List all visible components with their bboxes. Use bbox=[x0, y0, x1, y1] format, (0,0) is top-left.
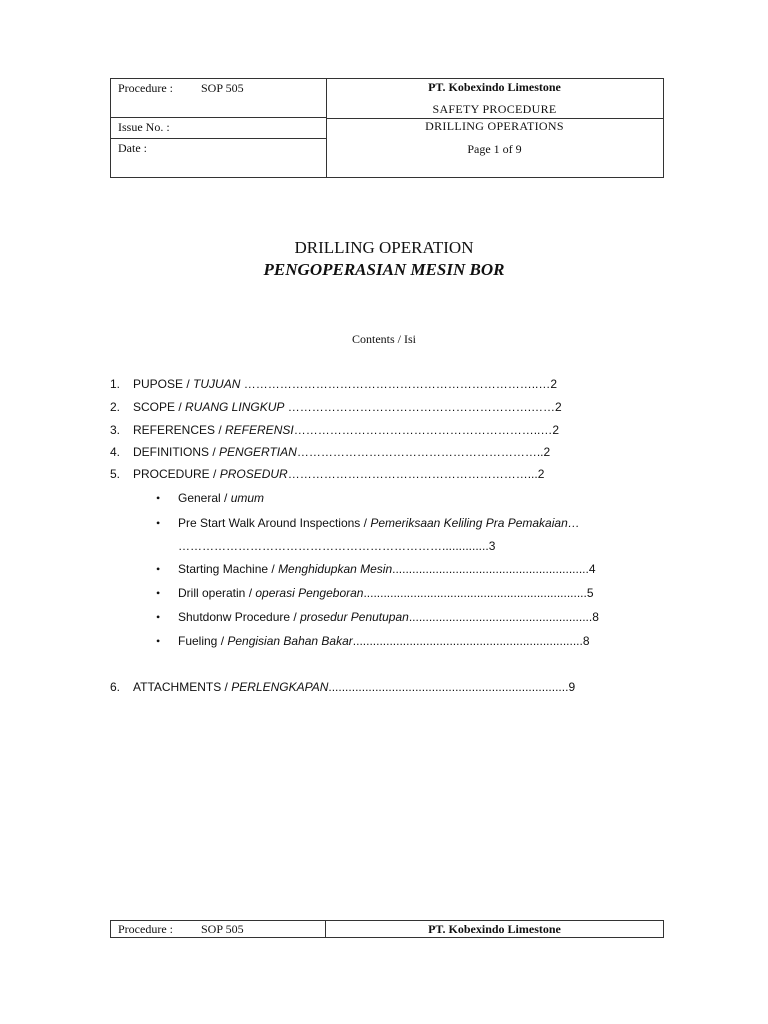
toc-entry-english: DEFINITIONS / bbox=[133, 445, 220, 459]
footer-company-name: PT. Kobexindo Limestone bbox=[428, 922, 561, 936]
section-title: DRILLING OPERATIONS bbox=[425, 119, 564, 133]
toc-page-number: 4 bbox=[588, 562, 596, 576]
toc-subentry-english: General / bbox=[178, 491, 231, 505]
toc-subentry-indonesian: umum bbox=[230, 491, 265, 505]
toc-leader-dots: ……………………………………………………..… bbox=[293, 423, 553, 437]
toc-subentry-continuation[interactable] bbox=[178, 539, 495, 553]
contents-heading: Contents / Isi bbox=[351, 332, 416, 346]
toc-leader-dots: ................................................................... bbox=[363, 586, 587, 600]
toc-subentry[interactable] bbox=[178, 491, 264, 505]
toc-page-number: 5 bbox=[586, 586, 594, 600]
toc-entry-indonesian: PENGERTIAN bbox=[219, 445, 297, 459]
toc-entry[interactable] bbox=[133, 445, 550, 459]
issue-row bbox=[111, 118, 326, 139]
toc-entry-english: PUPOSE / bbox=[133, 377, 194, 391]
bullet-icon: • bbox=[156, 610, 161, 624]
toc-entry-indonesian: RUANG LINGKUP bbox=[185, 400, 285, 414]
toc-number: 6. bbox=[110, 680, 121, 694]
header-table bbox=[110, 78, 664, 178]
toc-leader-dots: ………………………………………………………………..… bbox=[240, 377, 551, 391]
page-number: Page 1 of 9 bbox=[467, 142, 522, 156]
header-right-column bbox=[326, 79, 663, 177]
toc-subentry-english: Fueling / bbox=[178, 634, 228, 648]
footer-procedure-cell bbox=[111, 921, 326, 937]
bullet-icon: • bbox=[156, 491, 161, 505]
bullet-icon: • bbox=[156, 562, 161, 576]
toc-entry-indonesian: PERLENGKAPAN bbox=[231, 680, 329, 694]
toc-leader-dots: ………………………………………………………….............. bbox=[178, 539, 489, 553]
date-label: Date : bbox=[118, 141, 147, 155]
toc-leader-dots: …………………………………………………….. bbox=[296, 445, 544, 459]
toc-number: 3. bbox=[110, 423, 121, 437]
toc-subentry-english: Pre Start Walk Around Inspections / bbox=[178, 516, 371, 530]
footer-procedure-value: SOP 505 bbox=[201, 922, 244, 936]
toc-entry-indonesian: TUJUAN bbox=[193, 377, 241, 391]
toc-page-number: 8 bbox=[592, 610, 599, 624]
procedure-row bbox=[111, 79, 326, 118]
toc-entry-english: PROCEDURE / bbox=[133, 467, 220, 481]
toc-subentry[interactable] bbox=[178, 634, 590, 648]
toc-number: 2. bbox=[110, 400, 121, 414]
toc-entry[interactable] bbox=[133, 377, 557, 391]
toc-page-number: 9 bbox=[568, 680, 576, 694]
toc-subentry[interactable] bbox=[178, 516, 580, 530]
toc-subentry-english: Drill operatin / bbox=[178, 586, 256, 600]
toc-entry-indonesian: REFERENSI bbox=[225, 423, 294, 437]
toc-leader-dots: ……………………………………………………... bbox=[287, 467, 538, 481]
bullet-icon: • bbox=[156, 634, 161, 648]
toc-entry-english: SCOPE / bbox=[133, 400, 186, 414]
toc-subentry-english: Shutdonw Procedure / bbox=[178, 610, 301, 624]
toc-entry-english: REFERENCES / bbox=[133, 423, 226, 437]
toc-subentry-indonesian: Pemeriksaan Keliling Pra Pemakaian… bbox=[370, 516, 580, 530]
toc-subentry-indonesian: prosedur Penutupan bbox=[300, 610, 409, 624]
toc-leader-dots: ........................................................................ bbox=[328, 680, 569, 694]
bullet-icon: • bbox=[156, 586, 161, 600]
toc-subentry[interactable] bbox=[178, 586, 594, 600]
toc-subentry[interactable] bbox=[178, 562, 596, 576]
toc-leader-dots: ........................................................... bbox=[392, 562, 589, 576]
footer-procedure-label: Procedure : bbox=[118, 922, 173, 936]
toc-page-number: 2 bbox=[543, 445, 551, 459]
toc-leader-dots: ....................................................... bbox=[408, 610, 593, 624]
toc-number: 4. bbox=[110, 445, 121, 459]
document-title-english: DRILLING OPERATION bbox=[294, 238, 474, 257]
toc-entry[interactable] bbox=[133, 467, 544, 481]
toc-subentry-english: Starting Machine / bbox=[178, 562, 279, 576]
toc-leader-dots: …………………………………………………….…… bbox=[284, 400, 556, 414]
toc-page-number: 2 bbox=[552, 423, 560, 437]
toc-subentry-indonesian: operasi Pengeboran bbox=[255, 586, 364, 600]
footer-table bbox=[110, 920, 664, 938]
toc-number: 1. bbox=[110, 377, 121, 391]
toc-entry[interactable] bbox=[133, 400, 562, 414]
toc-page-number: 2 bbox=[555, 400, 562, 414]
toc-entry[interactable] bbox=[133, 680, 575, 694]
company-name: PT. Kobexindo Limestone bbox=[428, 80, 561, 94]
toc-subentry-indonesian: Pengisian Bahan Bakar bbox=[227, 634, 353, 648]
safety-procedure: SAFETY PROCEDURE bbox=[432, 102, 557, 116]
toc-page-number: 2 bbox=[537, 467, 545, 481]
toc-number: 5. bbox=[110, 467, 121, 481]
bullet-icon: • bbox=[156, 516, 161, 530]
date-row bbox=[111, 139, 326, 179]
issue-label: Issue No. : bbox=[118, 120, 170, 134]
toc-page-number: 2 bbox=[550, 377, 558, 391]
toc-entry[interactable] bbox=[133, 423, 559, 437]
toc-subentry-indonesian: Menghidupkan Mesin bbox=[278, 562, 393, 576]
toc-page-number: 3 bbox=[488, 539, 496, 553]
toc-subentry[interactable] bbox=[178, 610, 599, 624]
toc-entry-indonesian: PROSEDUR bbox=[219, 467, 288, 481]
toc-entry-english: ATTACHMENTS / bbox=[133, 680, 232, 694]
procedure-label: Procedure : bbox=[118, 81, 173, 95]
document-title-indonesian: PENGOPERASIAN MESIN BOR bbox=[263, 260, 505, 279]
procedure-value: SOP 505 bbox=[201, 81, 244, 95]
toc-leader-dots: ..................................................................... bbox=[352, 634, 583, 648]
toc-page-number: 8 bbox=[582, 634, 590, 648]
